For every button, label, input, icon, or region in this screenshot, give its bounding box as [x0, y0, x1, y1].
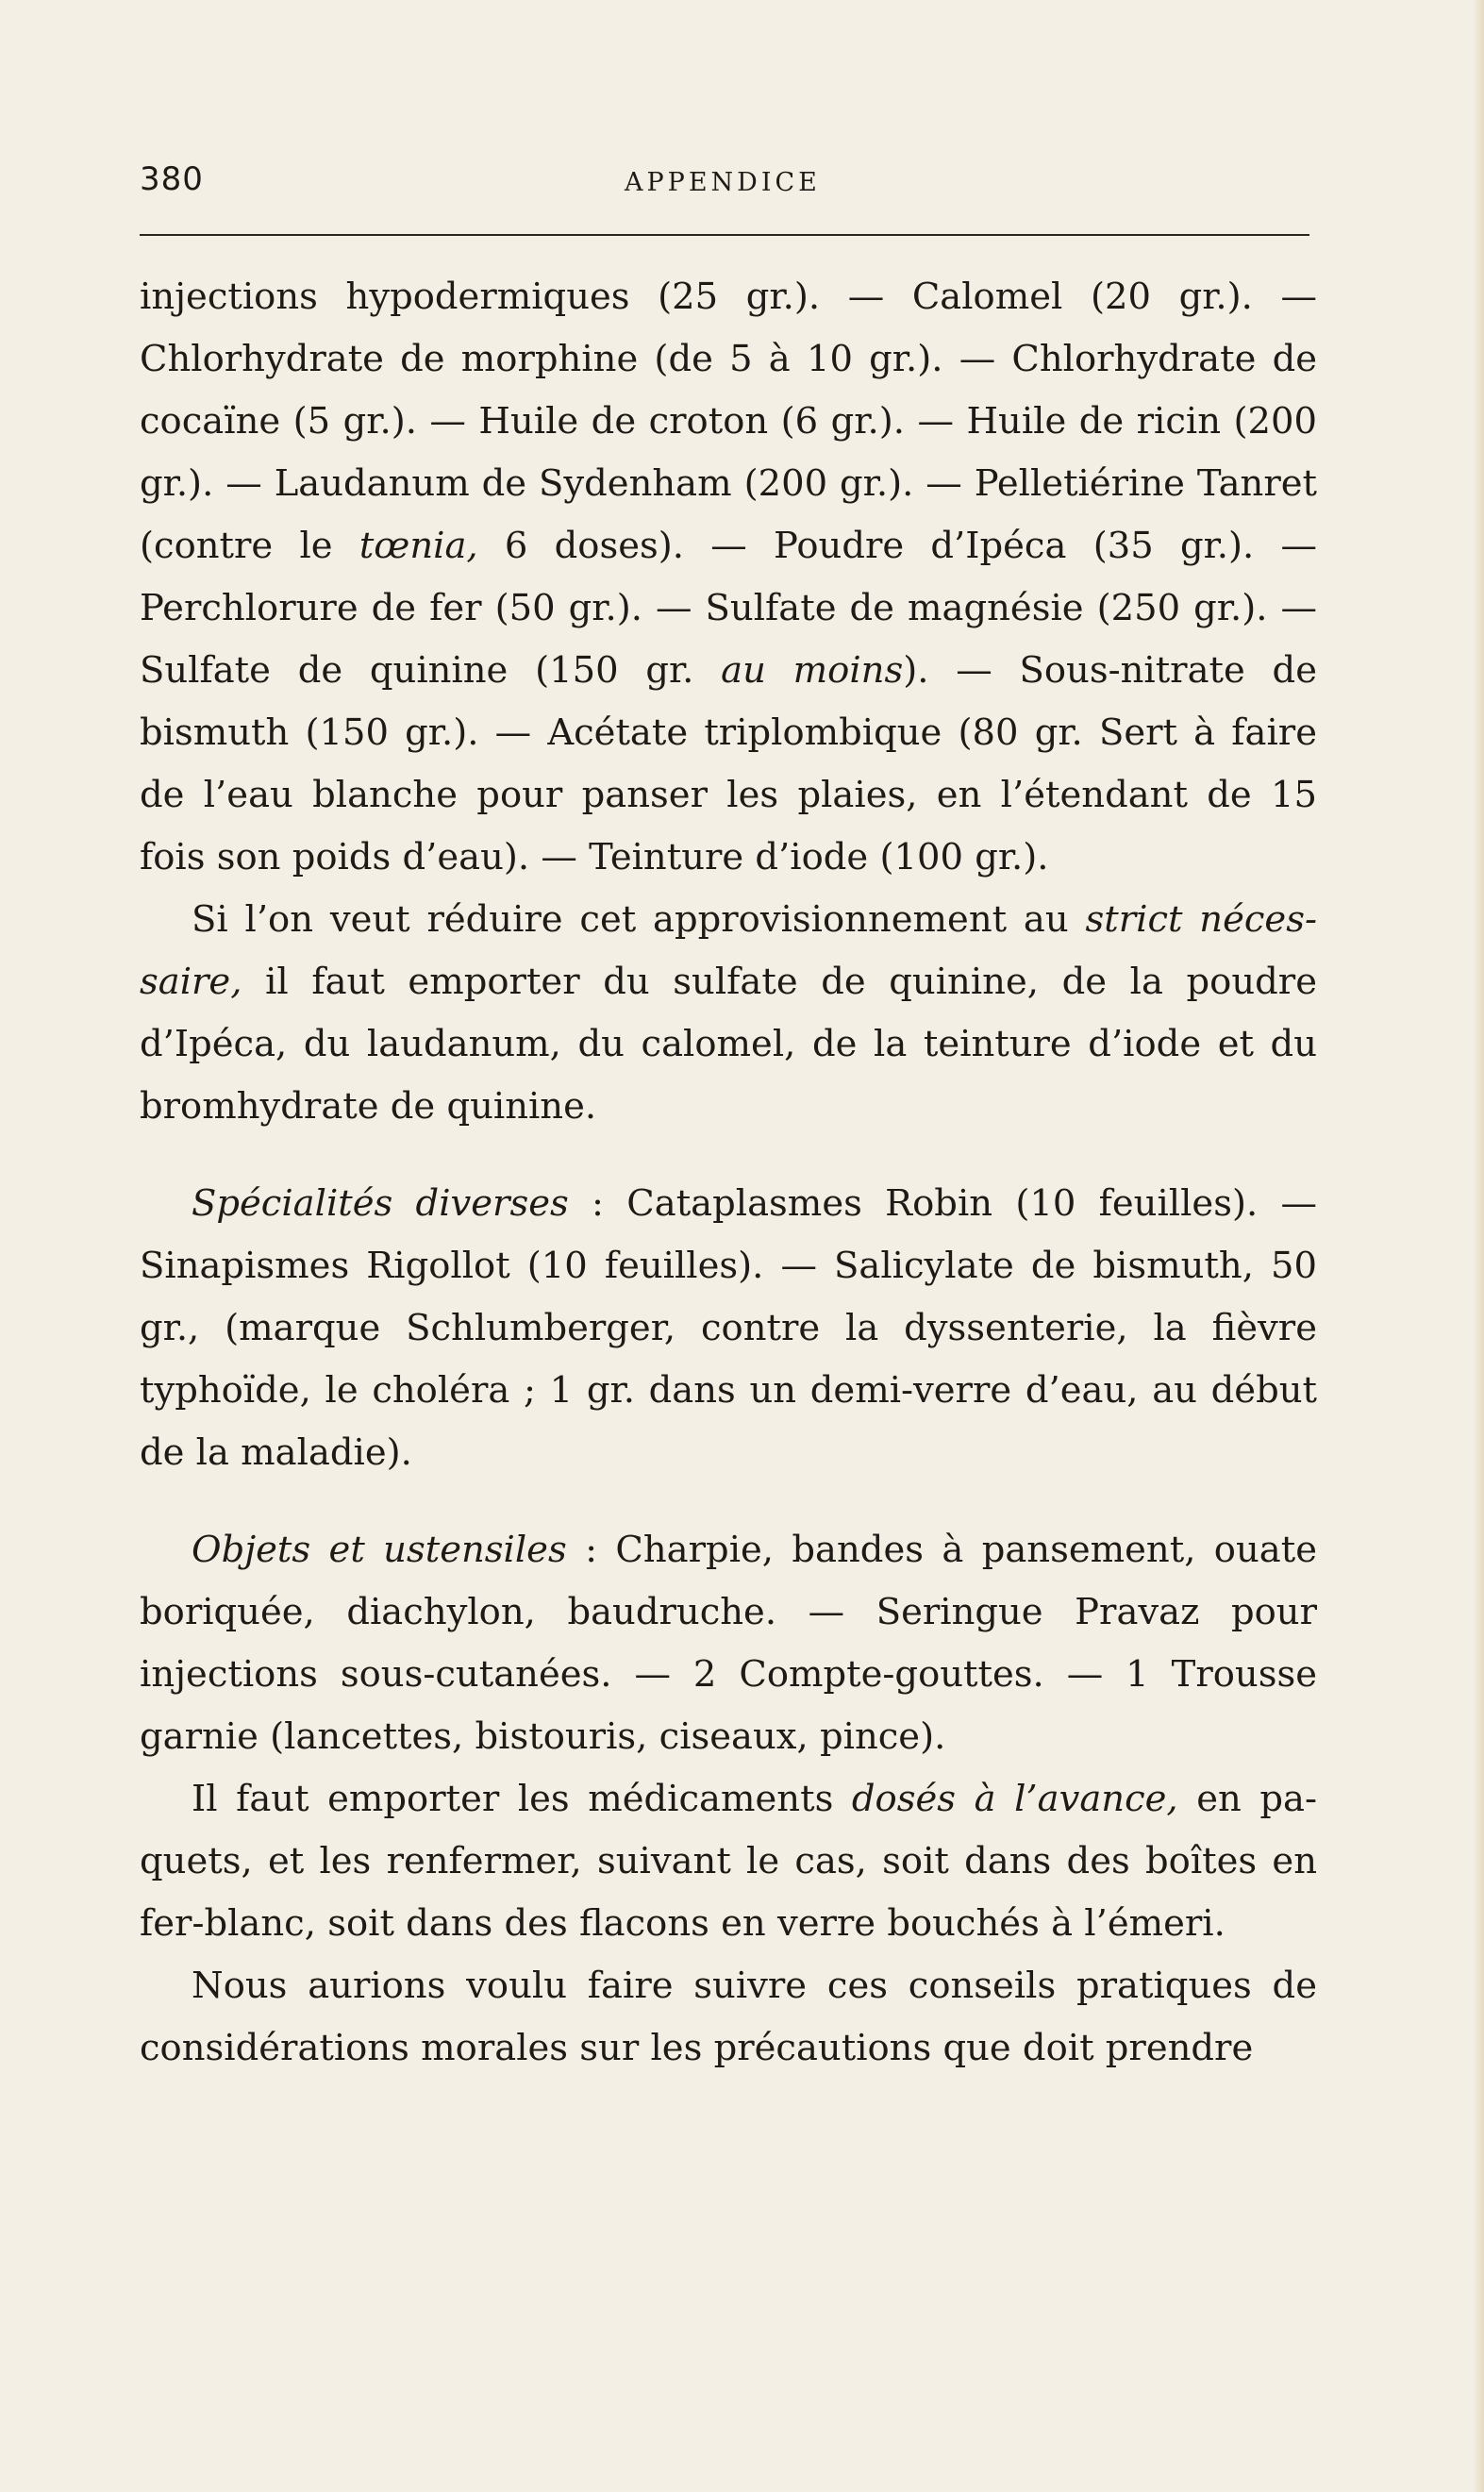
paragraph: [140, 1173, 1317, 1484]
text-segment: ). — Sous-nitrate de bismuth (150 gr.). — Acétate triplombique (80 gr. Sert à faire de l’eau blanche pour panser les plaies, en l’étendant de 15 fois son poids d’eau). — Teinture d’iode (100 gr.).: [140, 649, 1317, 878]
text-segment-italic: strict nécessaire,: [140, 898, 1317, 1003]
paragraph: [140, 266, 1317, 889]
text-segment-italic: Objets et ustensiles: [192, 1529, 567, 1571]
text-segment-italic: au moins: [721, 649, 904, 692]
page-number: 380: [140, 160, 204, 198]
text-segment: injections hypodermiques (25 gr.). — Calomel (20 gr.). — Chlorhydrate de morphine (de 5 à 10 gr.). — Chlorhydrate de cocaïne (5 gr.). — Huile de croton (6 gr.). — Huile de ricin (200 gr.). — Laudanum de Sydenham (200 gr.). — Pelletiérine Tanret (contre le: [140, 276, 1317, 567]
header-rule: [140, 234, 1309, 236]
text-segment: 6 doses). — Poudre d’Ipéca (35 gr.). — Perchlorure de fer (50 gr.). — Sulfate de magnésie (250 gr.). — Sulfate de quinine (150 gr.: [140, 525, 1318, 692]
text-segment: en paquets, et les renfermer, suivant le cas, soit dans des boîtes en fer-blanc, soit dans des flacons en verre bouchés à l’émeri.: [140, 1778, 1317, 1945]
paragraph: [140, 1955, 1317, 2080]
text-segment: : Charpie, bandes à pansement, ouate boriquée, diachylon, baudruche. — Seringue Pravaz pour injections sous-cutanées. — 2 Compte-gouttes. — 1 Trousse garnie (lancettes, bistouris, ciseaux, pince).: [140, 1529, 1317, 1758]
paragraph: [140, 889, 1317, 1138]
paragraph: [140, 1768, 1317, 1955]
text-segment: Si l’on veut réduire cet approvisionnement au: [192, 898, 1086, 941]
text-segment: : Cataplasmes Robin (10 feuilles). — Sinapismes Rigollot (10 feuilles). — Salicylate de bismuth, 50 gr., (marque Schlumberger, contre la dyssenterie, la fièvre typhoïde, le choléra ; 1 gr. dans un demi-verre d’eau, au début de la maladie).: [140, 1182, 1317, 1474]
text-segment: il faut emporter du sulfate de quinine, de la poudre d’Ipéca, du laudanum, du calomel, de la teinture d’iode et du bromhydrate de quinine.: [140, 961, 1317, 1128]
text-segment: Il faut emporter les médicaments: [192, 1778, 852, 1820]
paragraph: [140, 1519, 1317, 1768]
running-head: APPENDICE: [625, 168, 821, 197]
body-text: [140, 266, 1317, 2080]
text-segment: Nous aurions voulu faire suivre ces conseils pratiques de considérations morales sur les précautions que doit prendre: [140, 1965, 1317, 2069]
text-segment-italic: tœnia,: [358, 525, 478, 567]
text-segment-italic: dosés à l’avance,: [851, 1778, 1178, 1820]
page-header: [140, 160, 1319, 217]
text-segment-italic: Spécialités diverses: [192, 1182, 569, 1225]
page-edge: [1473, 0, 1484, 2492]
